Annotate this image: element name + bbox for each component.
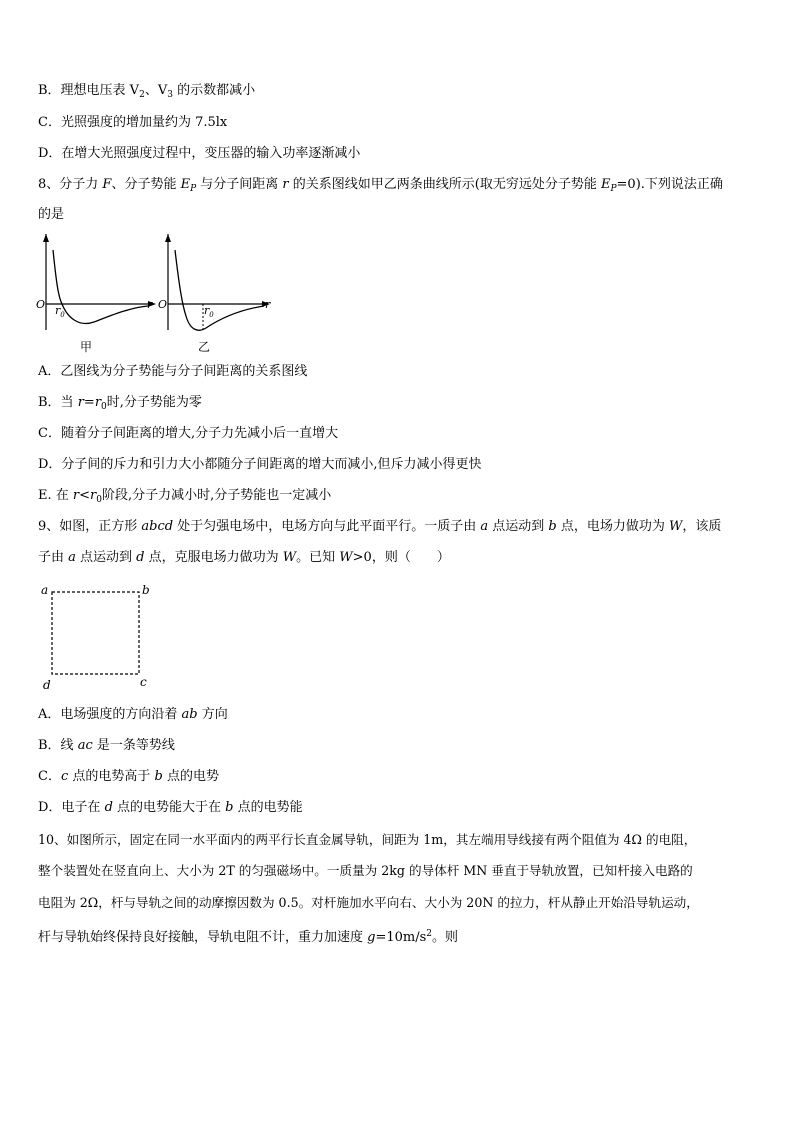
q8-graph-left (36, 234, 156, 334)
q8-stem-line2: 的是 (38, 207, 65, 222)
q10-stem-line4: 杆与导轨始终保持良好接触，导轨电阻不计，重力加速度 $g=10m/s^2$。则 (38, 929, 459, 945)
q9-vertex-b-label: b (142, 583, 150, 597)
q7-option-c: C．光照强度的增加量约为 7.5lx (38, 115, 228, 130)
q8-right-caption: 乙 (198, 340, 211, 354)
q9-vertex-c-label: c (140, 675, 147, 689)
q8-right-origin-label: O (158, 298, 168, 311)
q8-stem-line1: 8、分子力 F、分子势能 $E_P$ 与分子间距离 r 的关系图线如甲乙两条曲线所示(取无穷远处分子势能 $E_P=0$).下列说法正确 (38, 177, 723, 194)
q8-left-axis-label: r (147, 298, 153, 311)
q8-option-b: B．当 $r=r_0$时,分子势能为零 (38, 395, 202, 412)
q9-vertex-d-label: d (43, 678, 51, 692)
q10-stem-line1: 10、如图所示，固定在同一水平面内的两平行长直金属导轨，间距为 1m，其左端用导线接有两个阻值为 4Ω 的电阻， (38, 832, 697, 847)
q9-vertex-a-label: a (41, 583, 49, 597)
q9-option-b: B．线 ac 是一条等势线 (38, 738, 175, 753)
q9-option-c: C．c 点的电势高于 b 点的电势 (38, 769, 219, 784)
q7-option-d: D．在增大光照强度过程中，变压器的输入功率逐渐减小 (38, 146, 361, 161)
q10-stem-line3: 电阻为 2Ω，杆与导轨之间的动摩擦因数为 0.5。对杆施加水平向右、大小为 20N 的拉力，杆从静止开始沿导轨运动， (38, 895, 699, 910)
q7-option-b: B．理想电压表 $V_2$、$V_3$ 的示数都减小 (38, 83, 256, 100)
q8-option-c: C．随着分子间距离的增大,分子力先减小后一直增大 (38, 426, 339, 441)
q9-option-d: D．电子在 d 点的电势能大于在 b 点的电势能 (38, 800, 303, 815)
q8-graph-right (158, 234, 278, 334)
q9-stem-line1: 9、如图，正方形 abcd 处于匀强电场中，电场方向与此平面平行。一质子由 a 点运动到 b 点，电场力做功为 W，该质 (38, 519, 722, 534)
q8-right-r0-label: $r_0$ (204, 304, 214, 319)
q9-stem-line2: 子由 a 点运动到 d 点，克服电场力做功为 W。已知 W>0，则（ ） (38, 550, 450, 565)
q8-left-r0-label: $r_0$ (55, 304, 65, 319)
q9-option-a: A．电场强度的方向沿着 ab 方向 (38, 707, 228, 722)
q8-option-a: A．乙图线为分子势能与分子间距离的关系图线 (38, 364, 308, 379)
q8-left-origin-label: O (36, 298, 46, 311)
q8-right-axis-label: r (265, 298, 271, 311)
q8-left-caption: 甲 (80, 340, 93, 354)
q10-stem-line2: 整个装置处在竖直向上、大小为 2T 的匀强磁场中。一质量为 2kg 的导体杆 MN 垂直于导轨放置，已知杆接入电路的 (38, 863, 693, 878)
q8-option-e: E. 在 $r<r_0$阶段,分子力减小时,分子势能也一定减小 (38, 488, 332, 505)
q9-square-figure (40, 584, 150, 689)
q8-option-d: D．分子间的斥力和引力大小都随分子间距离的增大而减小,但斥力减小得更快 (38, 457, 482, 472)
